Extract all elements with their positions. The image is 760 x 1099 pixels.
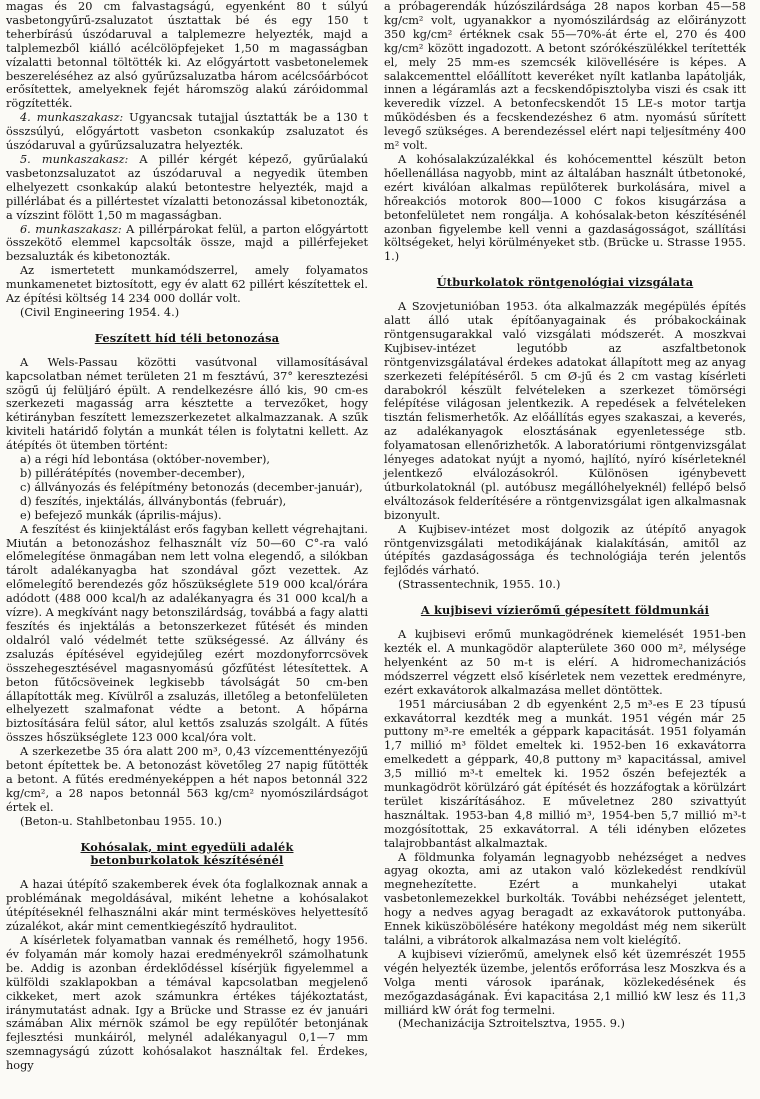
source-citation: (Civil Engineering 1954. 4.)	[20, 305, 180, 319]
paragraph: A Kujbisev-intézet most dolgozik az útépítő anyagok röntgenvizsgálati metodikájának kialakításán, amitől az útépítés gazdaságossága és technológiája terén jelentős fejlődés várható.	[384, 522, 746, 578]
source-citation: (Beton-u. Stahlbetonbau 1955. 10.)	[20, 814, 222, 828]
paragraph: magas és 20 cm falvastagságú, egyenként 80 t súlyú vasbetongyűrű-zsaluzatot úsztattak bé és egy 150 t teherbírású úszódaruval a talplemezre helyezték, majd a talplemezből kiálló acélcölöpfejeket 1,50 m magasságban vízalatti betonnal töltötték ki. Az előgyártott vasbetonelemek beszereléséhez az alsó gyűrűzsaluzatba három acélcsőárbócot erősítettek, amelyeknek fejét háromszög alakú záróidommal rögzítették.	[6, 0, 368, 111]
list-item: e) befejező munkák (április-május).	[20, 508, 222, 522]
paragraph: A hazai útépítő szakemberek évek óta foglalkoznak annak a problémának megoldásával, miként lehetne a kohósalakot útépítéseknél felhasználni akár mint termésköves helyettesítő zúzalékot, akár mint cementkiegészítő hydraulitot.	[6, 878, 368, 934]
paragraph: A Wels-Passau közötti vasútvonal villamosításával kapcsolatban német területen 21 m fesztávú, 37° keresztezési szögű új felüljáró épült. A rendelkezésre álló kis, 90 cm-es szerkezeti magasság arra késztette a tervezőket, hogy kétirányban feszített lemezszerkezetet alkalmazzanak. A szűk kiviteli határidő folytán a munkát télen is folytatni kellett. Az átépítés öt ütemben történt:	[6, 355, 368, 453]
paragraph: Az ismertetett munkamódszerrel, amely folyamatos munkamenetet biztosított, egy év alatt 62 pillért készítettek el. Az építési költség 14 234 000 dollár volt.	[6, 264, 368, 306]
paragraph-munkaszakasz-4	[6, 111, 368, 153]
paragraph: A kísérletek folyamatban vannak és remélhető, hogy 1956. év folyamán már komoly hazai eredményekről számolhatunk be. Addig is azonban érdeklődéssel kísérjük figyelemmel a külföldi szaklapokban a témával kapcsolatban megjelenő cikkeket, mert azok számunkra értékes tájékoztatást, iránymutatást adnak. Igy a Brücke und Strasse ez év januári számában Alix mérnök számol be egy repülőtér betonjának fejlesztési munkáiról, melynél adalékanyagul 0,1—7 mm szemnagyságú zúzott kohósalakot használtak fel. Érdekes, hogy	[6, 934, 368, 1073]
list-item: c) állványozás és felépítmény betonozás (december-január),	[20, 480, 363, 494]
step-text: A pillér kérgét képező, gyűrűalakú vasbetonzsaluzatot az úszódaruval a negyedik ütemben elhelyezett csonkakúp alakú betontestre helyezték, majd a pillérlábat és a pillértestet vízalatti betonozással kibetonozták, a vízszint fölött 1,50 m magasságban.	[6, 152, 368, 222]
step-text: A pillérpárokat felül, a parton előgyártott összekötő elemmel kapcsolták össze, majd a pillérfejeket bezsaluzták és kibetonozták.	[6, 222, 368, 264]
paragraph: 1951 márciusában 2 db egyenként 2,5 m³-es E 23 típusú exkavátorral kezdték meg a munkát. 1951 végén már 25 puttony m³-re emelték a géppark kapacitását. 1951 folyamán 1,7 millió m³ földet emeltek ki. 1952-ben 16 exkavátorra emelkedett a géppark, 40,8 puttony m³ kapacitással, amivel 3,5 millió m³-t emeltek ki. 1952 őszén befejezték a munkagödröt körülzáró gát építését és hozzáfogtak a körülzárt terület kiszárításához. E műveletnez 280 szivattyút használtak. 1953-ban 4,8 millió m³, 1954-ben 5,7 millió m³-t mozgósítottak, 25 exkavátorral. A téli idényben előzetes talajrobbantást alkalmaztak.	[384, 697, 746, 850]
source-citation: (Strassentechnik, 1955. 10.)	[398, 578, 561, 592]
step-label: 5. munkaszakasz:	[20, 152, 129, 166]
source-citation: (Mechanizácija Sztroitelsztva, 1955. 9.)	[398, 1017, 625, 1031]
section-heading: Kohósalak, mint egyedüli adalék	[80, 839, 294, 854]
list-item: d) feszítés, injektálás, állványbontás (február),	[20, 494, 287, 508]
section-heading: Útburkolatok röntgenológiai vizsgálata	[436, 275, 694, 290]
step-label: 4. munkaszakasz:	[20, 111, 124, 125]
step-label: 6. munkaszakasz:	[20, 222, 122, 236]
section-heading-line2: betonburkolatok készítésénél	[90, 853, 284, 868]
paragraph: A földmunka folyamán legnagyobb nehézséget a nedves agyag okozta, ami az utakon való közlekedést rendkívül megnehezítette. Ezért a munkahelyi utakat vasbetonlemezekkel burkolták. További nehézséget jelentett, hogy a nedves agyag beragadt az exkavátorok puttonyába. Ennek kiküszöbölésére hatékony megoldást még nem sikerült találni, a vibrátorok alkalmazása nem volt kielégítő.	[384, 850, 746, 947]
paragraph: A Szovjetunióban 1953. óta alkalmazzák megépülés építés alatt álló utak építőanyagainak és próbakockáinak röntgensugarakkal való vizsgálati módszerét. A moszkvai Kujbisev-intézet legutóbb az aszfaltbetonok röntgenvizsgálatával érdekes adatokat állapított meg az anyag szerkezeti felépítéséről. 5 cm Ø-jű és 2 cm vastag kísérleti darabokról készült felvételeken a szerkezet tömörségi felépítése világosan jelentkezik. A repedések a felvételeken tisztán felismerhetők. Az előállítás egyes szakaszai, a keverés, az adalékanyagok elosztásának egyenletessége stb. folyamatosan ellenőrizhetők. A laboratóriumi röntgenvizsgálat lényeges adatokat nyújt a nyomó, hajlító, nyíró kísérleteknél jelentkező elválozásokról. Különösen igénybevett útburkolatoknál (pl. autóbusz megállóhelyeknél) fellépő belső elváltozások felderítésére a röntgenvizsgálat igen alkalmasnak bizonyult.	[384, 300, 746, 522]
source-citation: (Brücke u. Strasse 1955. 1.)	[384, 236, 746, 264]
right-column	[384, 0, 746, 1031]
paragraph: A feszítést és kiinjektálást erős fagyban kellett végrehajtani. Miután a betonozáshoz felhasznált víz 50—60 C°-ra való előmelegítése önmagában nem lett volna elegendő, a silókban tárolt adalékanyagba hat szondával gőzt vezettek. Az előmelegítő berendezés gőz hőszükséglete 519 000 kcal/órára adódott (488 000 kcal/h az adalékanyagra és 31 000 kcal/h a vízre). A megkívánt nagy betonszilárdság, továbbá a fagy alatti feszítés és injektálás a betonszerkezet fűtését és minden oldalról való védelmét tette szükségessé. Az állvány és zsaluzás építésével egyidejűleg ezért mozdonyforrcsövek összehegesztésével magasnyomású gőzfűtést létesítettek. A beton fűtőcsöveinek legkisebb távolságát 50 cm-ben állapították meg. Kívülről a zsaluzás, illetőleg a betonfelületen elhelyezett szalmafonat védte a betont. A hőpárna biztosítására felül sátor, alul kettős zsaluzás szolgált. A fűtés összes hőszükséglete 123 000 kcal/óra volt.	[6, 522, 368, 745]
paragraph: A kohósalakzúzalékkal és kohócementtel készült beton hőellenállása nagyobb, mint az általában használt útbetonoké, ezért kiválóan alkalmas repülőterek burkolására, mivel a hőreakciós motorok 800—1000 C fokos kisugárzása a betonfelületet nem rongálja. A kohósalak-beton készítésénél azonban figyelembe kell venni a gazdaságosságot, szállítási költségeket, helyi körülményeket stb. (Brücke u. Strasse 1955. 1.)	[384, 152, 746, 264]
list-item: a) a régi híd lebontása (október-november),	[20, 453, 270, 467]
section-heading: A kujbisevi vízierőmű gépesített földmunkái	[420, 603, 710, 618]
paragraph: a próbagerendák húzószilárdsága 28 napos korban 45—58 kg/cm² volt, ugyanakkor a nyomószilárdság az előirányzott 350 kg/cm² értéknek csak 55—70%-át érte el, 270 és 400 kg/cm² között ingadozott. A betont szórókészülékkel terítették el, mely 25 mm-es szemcsék kilövellésére is képes. A salakcementtel előállított keveréket nyílt katlanba lapátolják, innen a légáramlás azt a fecskendőpisztolyba viszi és csak itt keveredik vízzel. A betonfecskendőt 15 LE-s motor tartja működésben és a fecskendezéshez 6 atm. nyomású sűrített levegő szükséges. A berendezéssel elért napi teljesítmény 400 m² volt.	[384, 0, 746, 153]
step-text: Ugyancsak tutajjal úsztatták be a 130 t összsúlyú, előgyártott vasbeton csonkakúp zsaluzatot és úszódaruval a gyűrűzsaluzatra helyezték.	[6, 111, 368, 153]
paragraph: A kujbisevi vízierőmű, amelynek első két üzemrészét 1955 végén helyezték üzembe, jelentős erőforrása lesz Moszkva és a Volga menti városok iparának, közlekedésének és mezőgazdaságának. Évi kapacitása 2,1 millió kW lesz és 11,3 milliárd kW órát fog termelni.	[384, 947, 746, 1017]
paragraph: A kujbisevi erőmű munkagödrének kiemelését 1951-ben kezték el. A munkagödör alapterülete 360 000 m², mélysége helyenként az 50 m-t is elérí. A hidromechanizációs módszerrel végzett első kísérletek nem vezettek eredményre, ezért exkavátorok alkalmazása mellet döntöttek.	[384, 628, 746, 697]
list-item: b) pillérátépítés (november-december),	[20, 467, 246, 480]
paragraph: A szerkezetbe 35 óra alatt 200 m³, 0,43 vízcementtényezőjű betont építettek be. A betonozást követőleg 27 napig fűtötték a betont. A fűtés eredményeképpen a hét napos betonnál 322 kg/cm², a 28 napos betonnál 563 kg/cm² nyomószilárdságot értek el.	[6, 745, 368, 814]
section-heading: Feszített híd téli betonozása	[94, 330, 280, 345]
paragraph-munkaszakasz-5	[6, 153, 368, 223]
left-column	[6, 0, 368, 1073]
paragraph-munkaszakasz-6	[6, 223, 368, 265]
